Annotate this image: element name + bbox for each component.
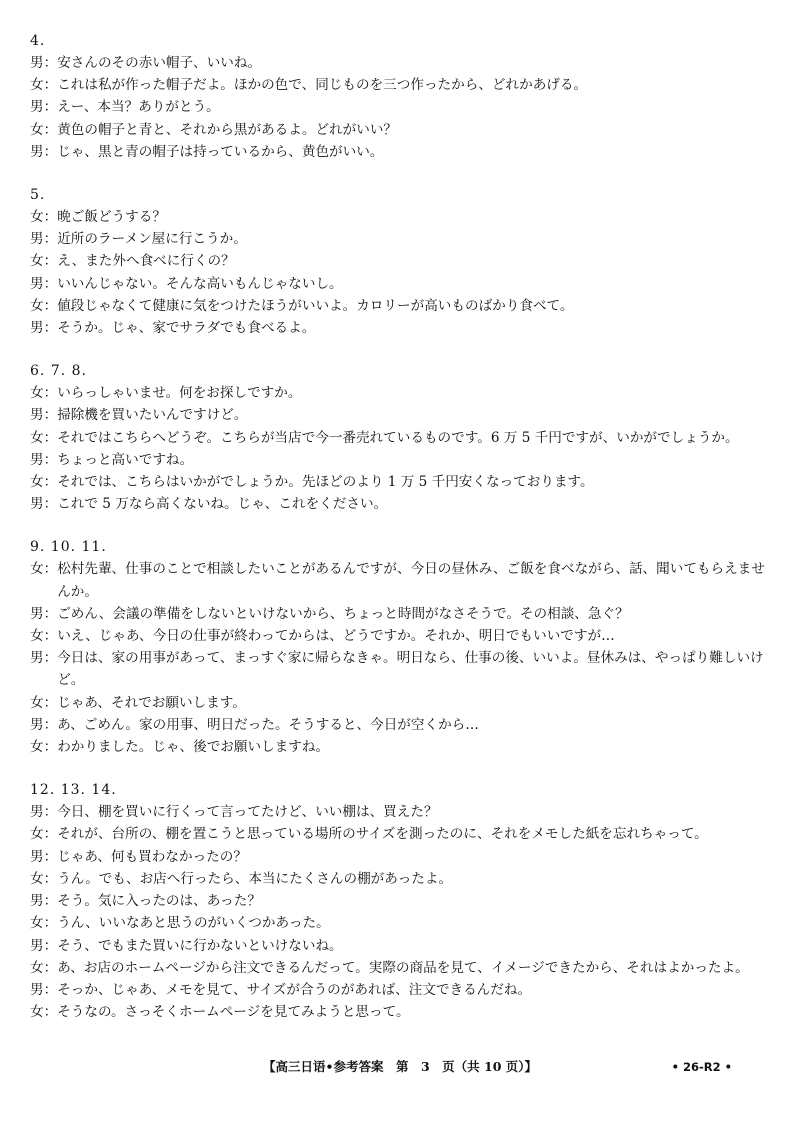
dialogue-line	[30, 647, 772, 691]
speaker-label: 男：	[30, 55, 58, 71]
dialogue-line	[30, 625, 772, 647]
dialogue-text: これは私が作った帽子だよ。ほかの色で、同じものを三つ作ったから、どれかあげる。	[57, 77, 588, 94]
speaker-label: 男：	[30, 496, 58, 513]
dialogue-text: あ、ごめん。家の用事、明日だった。そうすると、今日が空くから…	[57, 716, 479, 733]
speaker-label: 男：	[30, 231, 58, 248]
speaker-label: 女：	[30, 959, 58, 976]
dialogue-text: そうか。じゃ、家でサラダでも食べるよ。	[57, 320, 316, 337]
footer-code: • 26-R2 •	[671, 1060, 732, 1074]
dialogue-text: それが、台所の、棚を置こうと思っている場所のサイズを測ったのに、それをメモした紙を忘れちゃって。	[57, 826, 708, 843]
dialogue-text: ちょっと高いですね。	[57, 451, 194, 468]
dialogue-line	[30, 52, 772, 74]
speaker-label: 男：	[30, 143, 58, 160]
page-footer	[0, 1056, 800, 1078]
speaker-label: 男：	[30, 320, 58, 337]
dialogue-text: 今日、棚を買いに行くって言ってたけど、いい棚は、買えた？	[57, 804, 438, 821]
speaker-label: 女：	[30, 429, 58, 446]
speaker-label: 女：	[30, 1004, 58, 1021]
section-number: 6. 7. 8.	[30, 363, 87, 380]
dialogue-text: 安さんのその赤い帽子、いいね。	[57, 55, 262, 71]
dialogue-line	[30, 912, 772, 934]
section-number: 5.	[30, 187, 46, 204]
speaker-label: 男：	[30, 981, 58, 998]
speaker-label: 女：	[30, 870, 58, 887]
dialogue-line	[30, 558, 772, 602]
dialogue-text: うん、いいなあと思うのがいくつかあった。	[57, 915, 330, 932]
section-number: 12. 13. 14.	[30, 782, 117, 799]
dialogue-text: えー、本当？ありがとう。	[57, 99, 220, 116]
dialogue-line	[30, 449, 772, 471]
speaker-label: 男：	[30, 804, 58, 821]
speaker-label: 男：	[30, 275, 58, 292]
dialogue-line	[30, 935, 772, 957]
dialogue-text: 掃除機を買いたいんですけど。	[57, 407, 248, 424]
dialogue-line	[30, 823, 772, 845]
dialogue-text: それでは、こちらはいかがでしょうか。先ほどのより 1 万 5 千円安くなっております。	[57, 474, 594, 491]
dialogue-text: 値段じゃなくて健康に気をつけたほうがいいよ。カロリーが高いものばかり食べて。	[57, 297, 574, 314]
dialogue-line	[30, 493, 772, 515]
speaker-label: 女：	[30, 297, 58, 314]
dialogue-text: わかりました。じゃ、後でお願いしますね。	[57, 739, 330, 756]
dialogue-text: 近所のラーメン屋に行こうか。	[57, 231, 247, 248]
dialogue-section	[30, 779, 772, 1023]
dialogue-text: ごめん、会議の準備をしないといけないから、ちょっと時間がなさそうで。その相談、急ぐ？	[57, 605, 629, 622]
dialogue-line	[30, 141, 772, 163]
dialogue-text: それではこちらへどうぞ。こちらが当店で今一番売れているものです。6 万 5 千円ですが、いかがでしょうか。	[57, 429, 739, 446]
dialogue-text: いらっしゃいませ。何をお探しですか。	[57, 385, 302, 402]
dialogue-text: そっか、じゃあ、メモを見て、サイズが合うのがあれば、注文できるんだね。	[57, 981, 532, 998]
speaker-label: 女：	[30, 77, 58, 94]
speaker-label: 男：	[30, 451, 58, 468]
dialogue-text: うん。でも、お店へ行ったら、本当にたくさんの棚があったよ。	[57, 870, 453, 887]
speaker-label: 男：	[30, 848, 58, 865]
dialogue-text: あ、お店のホームページから注文できるんだって。実際の商品を見て、イメージできたから、それはよかったよ。	[57, 959, 749, 976]
dialogue-text: いえ、じゃあ、今日の仕事が終わってからは、どうですか。それか、明日でもいいですが…	[57, 628, 615, 645]
speaker-label: 男：	[30, 99, 58, 116]
dialogue-text: いいんじゃない。そんな高いもんじゃないし。	[57, 275, 343, 292]
speaker-label: 男：	[30, 407, 58, 424]
dialogue-section	[30, 30, 772, 163]
dialogue-line	[30, 868, 772, 890]
dialogue-line	[30, 382, 772, 404]
dialogue-section	[30, 536, 772, 758]
dialogue-line	[30, 736, 772, 758]
dialogue-line	[30, 1001, 772, 1023]
dialogue-line	[30, 250, 772, 272]
dialogue-text: そうなの。さっそくホームページを見てみようと思って。	[57, 1004, 410, 1021]
dialogue-line	[30, 404, 772, 426]
dialogue-text: これで 5 万なら高くないね。じゃ、これをください。	[57, 496, 388, 513]
speaker-label: 女：	[30, 561, 58, 578]
speaker-label: 男：	[30, 650, 58, 667]
dialogue-text: そう、でもまた買いに行かないといけないね。	[57, 937, 343, 954]
speaker-label: 男：	[30, 716, 58, 733]
dialogue-line	[30, 74, 772, 96]
dialogue-line	[30, 317, 772, 339]
dialogue-line	[30, 979, 772, 1001]
dialogue-text: 今日は、家の用事があって、まっすぐ家に帰らなきゃ。明日なら、仕事の後、いいよ。昼休みは、やっぱり難しいけど。	[57, 650, 764, 689]
speaker-label: 女：	[30, 628, 58, 645]
speaker-label: 女：	[30, 694, 58, 711]
speaker-label: 男：	[30, 893, 58, 910]
speaker-label: 女：	[30, 474, 58, 491]
dialogue-text: 晩ご飯どうする？	[57, 209, 166, 226]
speaker-label: 男：	[30, 937, 58, 954]
transcript-content	[30, 30, 772, 1044]
dialogue-line	[30, 801, 772, 823]
speaker-label: 女：	[30, 915, 58, 932]
speaker-label: 女：	[30, 209, 58, 226]
dialogue-section	[30, 184, 772, 339]
dialogue-line	[30, 603, 772, 625]
speaker-label: 女：	[30, 385, 58, 402]
dialogue-line	[30, 714, 772, 736]
dialogue-text: じゃ、黒と青の帽子は持っているから、黄色がいい。	[57, 143, 384, 160]
speaker-label: 女：	[30, 121, 58, 138]
speaker-label: 女：	[30, 826, 58, 843]
dialogue-line	[30, 471, 772, 493]
dialogue-text: 黄色の帽子と青と、それから黒があるよ。どれがいい？	[57, 121, 398, 138]
dialogue-line	[30, 96, 772, 118]
dialogue-text: え、また外へ食べに行くの？	[57, 253, 235, 270]
dialogue-line	[30, 957, 772, 979]
speaker-label: 男：	[30, 605, 58, 622]
dialogue-line	[30, 119, 772, 141]
dialogue-line	[30, 890, 772, 912]
dialogue-line	[30, 846, 772, 868]
dialogue-text: そう。気に入ったのは、あった？	[57, 893, 261, 910]
dialogue-line	[30, 228, 772, 250]
speaker-label: 女：	[30, 739, 58, 756]
speaker-label: 女：	[30, 253, 58, 270]
dialogue-line	[30, 273, 772, 295]
dialogue-line	[30, 427, 772, 449]
section-number: 4.	[30, 33, 46, 49]
dialogue-line	[30, 295, 772, 317]
footer-page-info: 【高三日语•参考答案 第 3 页（共 10 页）】	[262, 1059, 538, 1074]
dialogue-text: じゃあ、それでお願いします。	[57, 694, 246, 711]
section-number: 9. 10. 11.	[30, 539, 107, 556]
dialogue-line	[30, 692, 772, 714]
dialogue-text: 松村先輩、仕事のことで相談したいことがあるんですが、今日の昼休み、ご飯を食べながら、話、聞いてもらえませんか。	[57, 561, 765, 600]
dialogue-text: じゃあ、何も買わなかったの？	[57, 848, 247, 865]
dialogue-line	[30, 206, 772, 228]
dialogue-section	[30, 360, 772, 515]
